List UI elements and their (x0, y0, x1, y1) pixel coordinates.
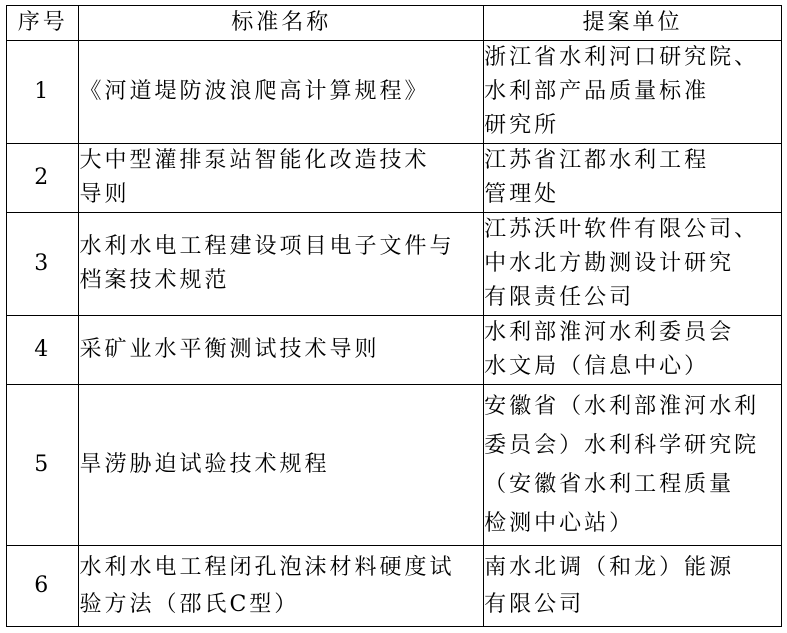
proposing-unit-line: 水利部产品质量标准 (484, 79, 710, 104)
row-number: 1 (7, 41, 79, 144)
proposing-unit-line: 中水北方勘测设计研究 (484, 251, 735, 276)
proposing-unit-line: 检测中心站） (484, 511, 635, 536)
proposing-unit (484, 144, 782, 213)
table-row (7, 316, 782, 385)
standard-name-line: 水利水电工程建设项目电子文件与 (79, 234, 455, 259)
standard-name-line: 水利水电工程闭孔泡沫材料硬度试 (79, 555, 455, 580)
standard-name-line: 《河道堤防波浪爬高计算规程》 (79, 79, 430, 104)
standard-name-line: 旱涝胁迫试验技术规程 (79, 452, 330, 477)
standards-table (6, 5, 782, 627)
standard-name-line: 档案技术规范 (79, 268, 230, 293)
proposing-unit (484, 213, 782, 316)
proposing-unit-line: 安徽省（水利部淮河水利 (484, 394, 760, 419)
table-header-row (7, 6, 782, 41)
standard-name-line: 大中型灌排泵站智能化改造技术 (79, 148, 430, 173)
proposing-unit-line: 南水北调（和龙）能源 (484, 555, 735, 580)
proposing-unit (484, 385, 782, 546)
standard-name-line: 验方法（邵氏C型） (79, 592, 300, 617)
row-number: 6 (7, 546, 79, 627)
standard-name-line: 导则 (79, 182, 130, 207)
standard-name (79, 41, 484, 144)
standard-name (79, 546, 484, 627)
proposing-unit-line: 水利部淮河水利委员会 (484, 320, 735, 345)
proposing-unit-line: 江苏省江都水利工程 (484, 148, 710, 173)
proposing-unit-line: 有限公司 (484, 592, 585, 617)
row-number: 4 (7, 316, 79, 385)
header-number: 序号 (7, 6, 79, 41)
table-row (7, 144, 782, 213)
proposing-unit (484, 41, 782, 144)
table-row (7, 213, 782, 316)
table-row (7, 385, 782, 546)
proposing-unit-line: 浙江省水利河口研究院、 (484, 45, 760, 70)
header-standard-name: 标准名称 (79, 6, 484, 41)
table-row (7, 41, 782, 144)
row-number: 2 (7, 144, 79, 213)
proposing-unit-line: 水文局（信息中心） (484, 354, 710, 379)
proposing-unit-line: 研究所 (484, 113, 560, 138)
standard-name (79, 213, 484, 316)
row-number: 5 (7, 385, 79, 546)
standard-name (79, 385, 484, 546)
standard-name-line: 采矿业水平衡测试技术导则 (79, 337, 380, 362)
table-row (7, 546, 782, 627)
standard-name (79, 316, 484, 385)
proposing-unit-line: （安徽省水利工程质量 (484, 472, 735, 497)
header-proposing-unit: 提案单位 (484, 6, 782, 41)
proposing-unit (484, 546, 782, 627)
proposing-unit (484, 316, 782, 385)
proposing-unit-line: 管理处 (484, 182, 560, 207)
proposing-unit-line: 有限责任公司 (484, 285, 635, 310)
row-number: 3 (7, 213, 79, 316)
proposing-unit-line: 江苏沃叶软件有限公司、 (484, 217, 760, 242)
proposing-unit-line: 委员会）水利科学研究院 (484, 433, 760, 458)
standard-name (79, 144, 484, 213)
